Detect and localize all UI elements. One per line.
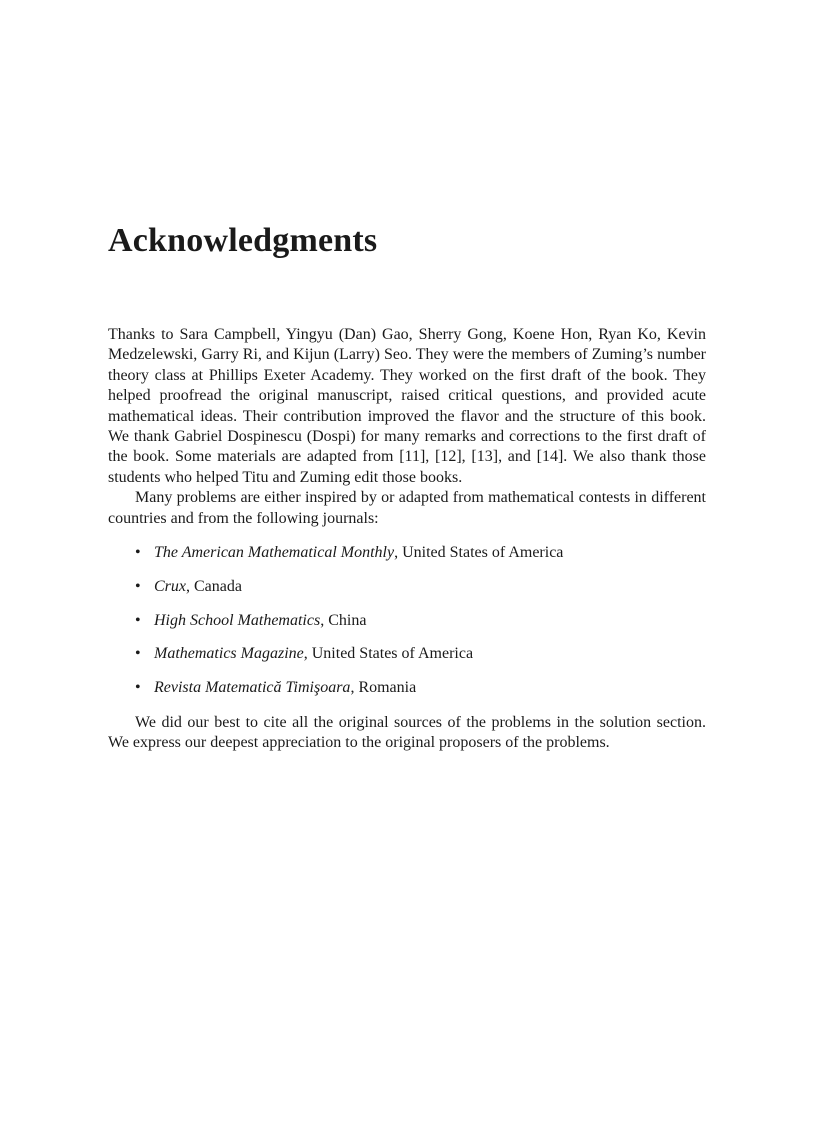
journal-country: , United States of America xyxy=(394,544,564,562)
list-item xyxy=(108,611,706,631)
list-item xyxy=(108,577,706,597)
bullet-icon: • xyxy=(135,544,141,562)
list-item xyxy=(108,678,706,698)
paragraph-thanks: Thanks to Sara Campbell, Yingyu (Dan) Gao, Sherry Gong, Koene Hon, Ryan Ko, Kevin Medzelewski, Garry Ri, and Kijun (Larry) Seo. They were the members of Zuming’s number theory class at Phillips Exeter Academy. They worked on the first draft of the book. They helped proofread the original manuscript, raised critical questions, and provided acute mathematical ideas. Their contribution improved the flavor and the structure of this book. We thank Gabriel Dospinescu (Dospi) for many remarks and corrections to the first draft of the book. Some materials are adapted from [11], [12], [13], and [14]. We also thank those students who helped Titu and Zuming edit those books. xyxy=(108,326,706,486)
journal-country: , United States of America xyxy=(303,645,474,663)
journal-name: High School Mathematics xyxy=(154,611,321,629)
chapter-title: Acknowledgments xyxy=(108,222,378,259)
bullet-icon: • xyxy=(135,577,141,595)
journal-list xyxy=(108,543,706,699)
journal-country: , Romania xyxy=(350,679,417,697)
bullet-icon: • xyxy=(135,645,141,663)
bullet-icon: • xyxy=(135,611,141,629)
journal-name: Mathematics Magazine xyxy=(154,645,304,663)
journal-name: Revista Matematică Timişoara xyxy=(154,679,351,697)
list-item xyxy=(108,644,706,664)
journal-country: , China xyxy=(320,611,367,629)
journal-name: Crux xyxy=(154,577,186,595)
paragraph-sources: Many problems are either inspired by or adapted from mathematical contests in different countries and from the following journals: xyxy=(108,489,706,527)
journal-name: The American Mathematical Monthly xyxy=(154,544,395,562)
list-item xyxy=(108,543,706,563)
bullet-icon: • xyxy=(135,679,141,697)
journal-country: , Canada xyxy=(186,577,242,595)
body-text xyxy=(108,325,706,753)
paragraph-appreciation: We did our best to cite all the original sources of the problems in the solution section. We express our deepest appreciation to the original proposers of the problems. xyxy=(108,713,706,752)
